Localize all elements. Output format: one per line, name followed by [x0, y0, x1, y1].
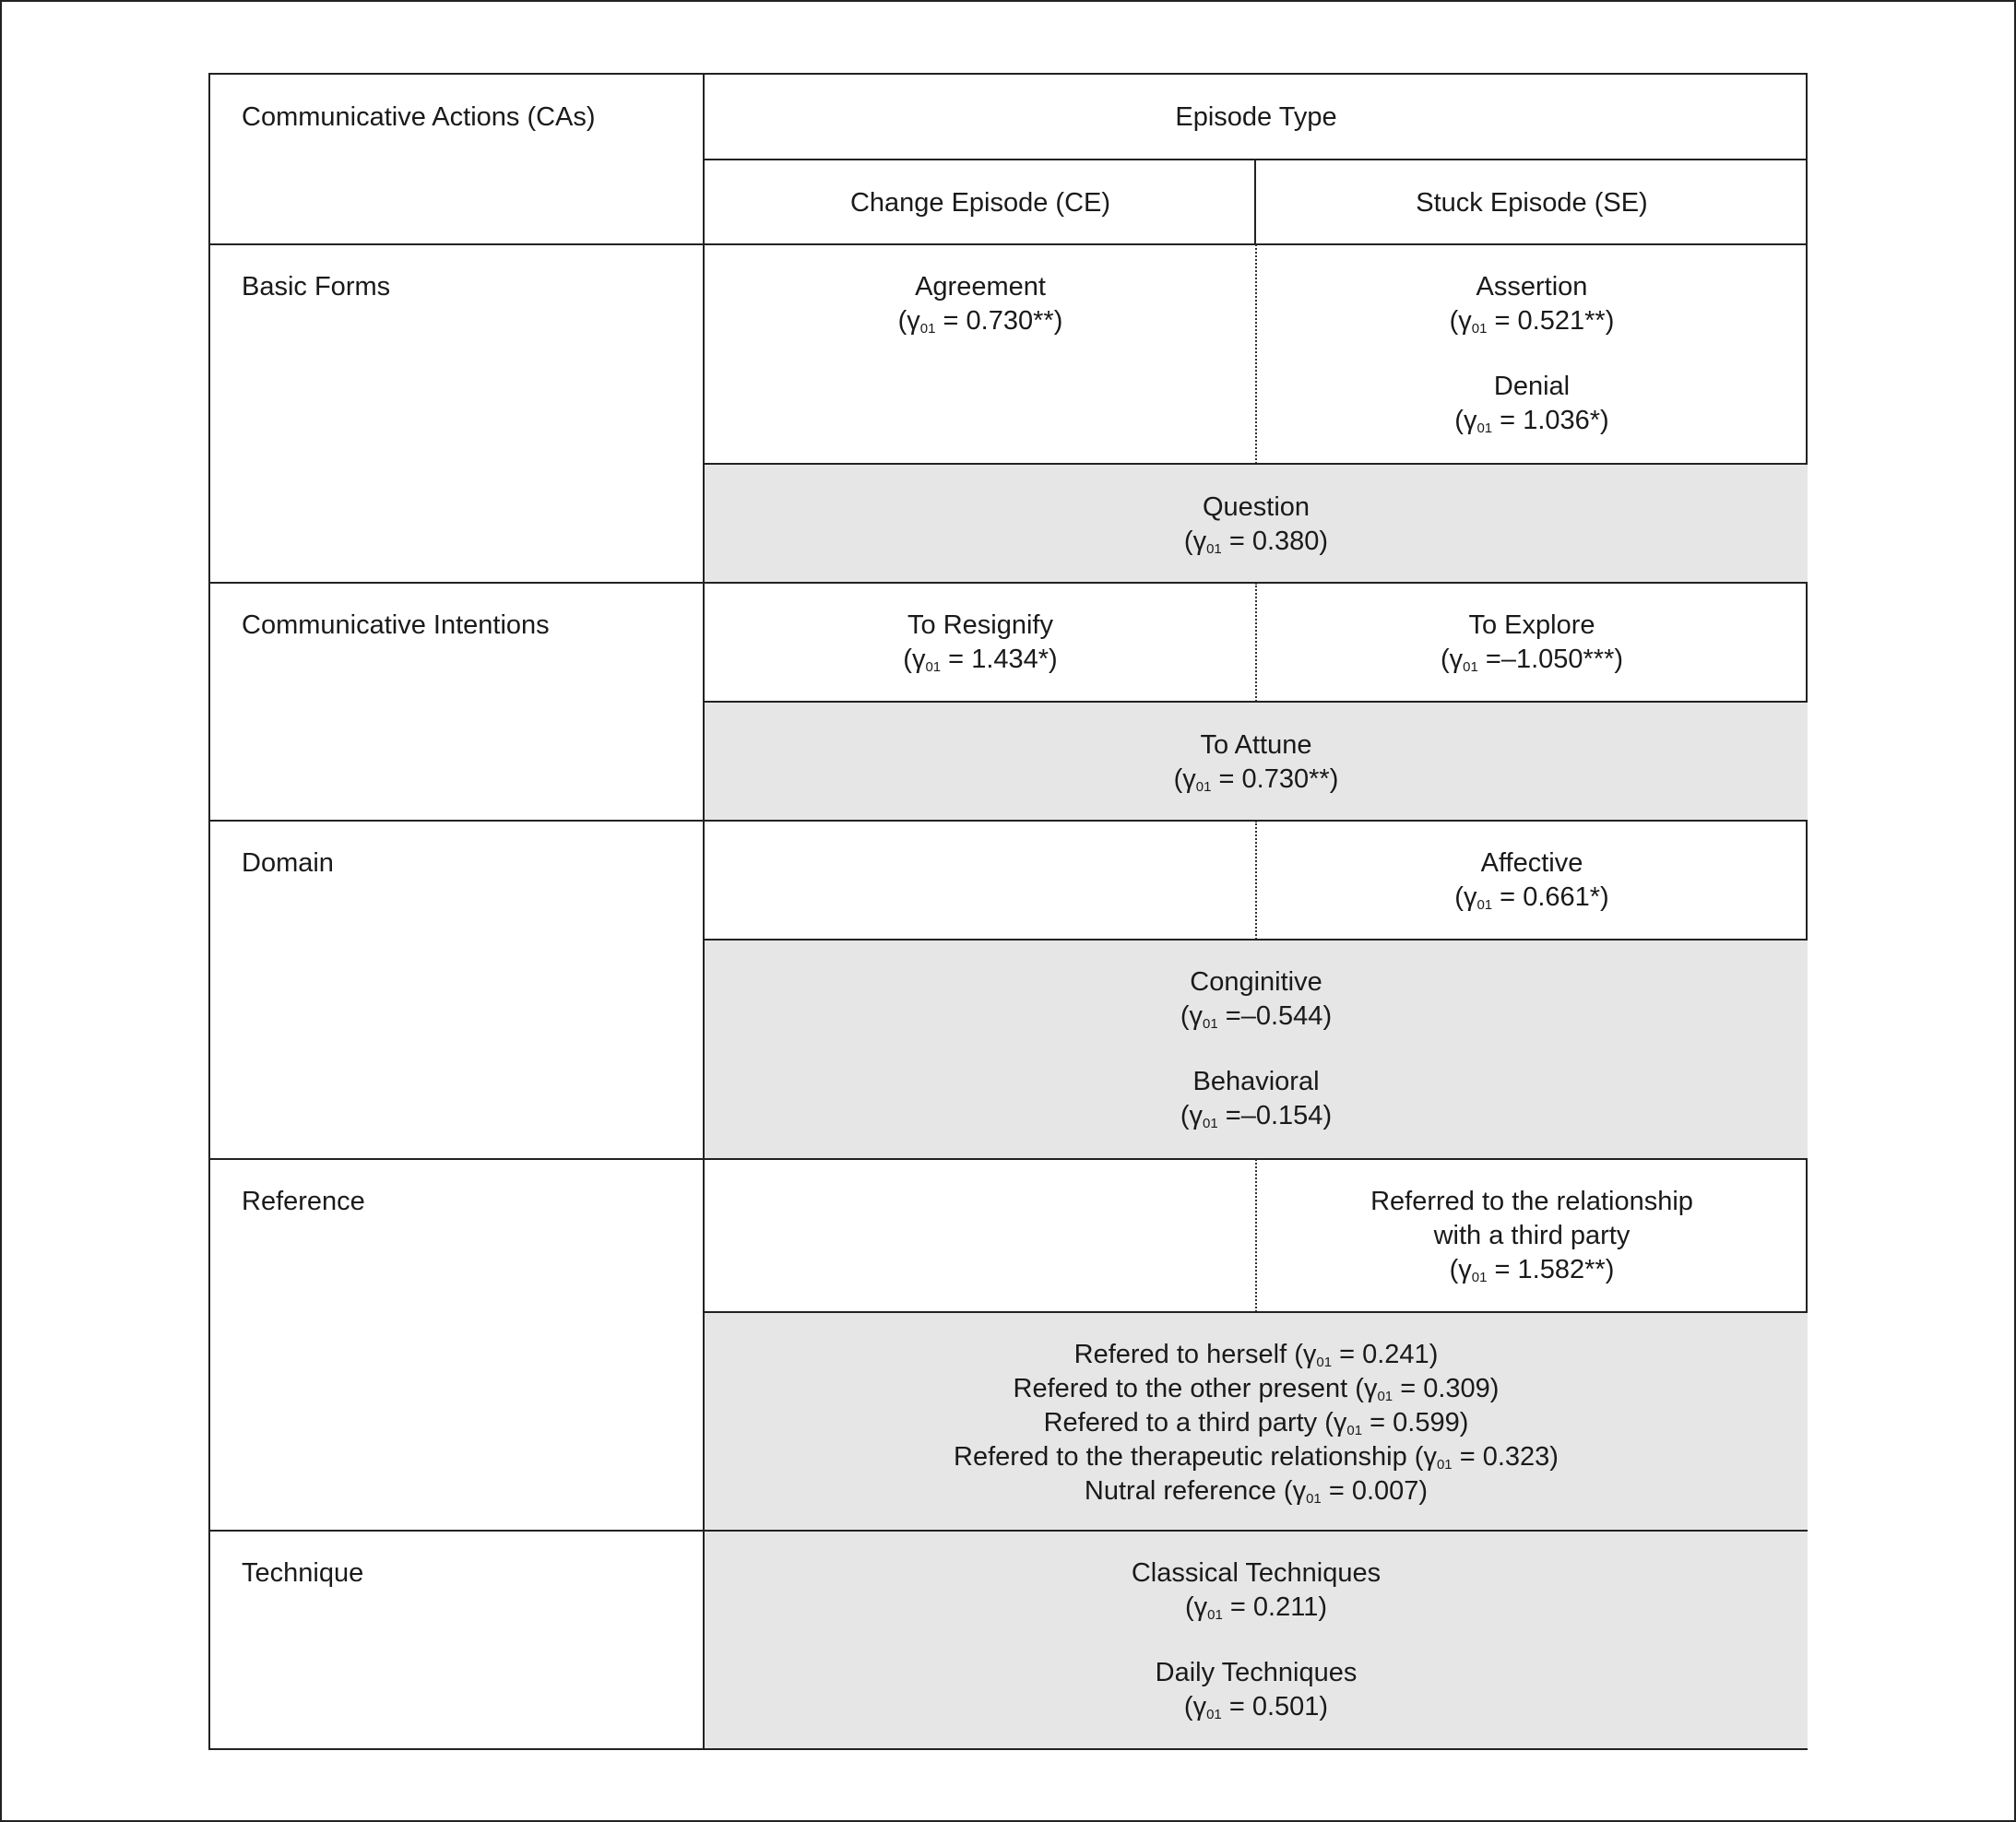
gamma-symbol: γ: [1458, 1255, 1472, 1284]
sub-row-divider: [705, 1311, 1808, 1313]
entry-name: To Attune: [1200, 730, 1312, 760]
entry-to-resignify: [705, 609, 1256, 677]
gamma-subscript: 01: [1207, 1607, 1223, 1623]
ce-cell-domain: [705, 821, 1256, 940]
ce-cell-intentions: [705, 583, 1256, 702]
sub-row-divider: [705, 463, 1808, 465]
header-ca-title-cell: [210, 75, 705, 244]
gamma-subscript: 01: [1476, 420, 1493, 436]
gamma-subscript: 01: [919, 321, 936, 337]
gamma-subscript: 01: [1471, 1270, 1488, 1285]
entry-to-attune: [705, 728, 1808, 797]
header-ca-title: Communicative Actions (CAs): [242, 102, 596, 132]
entry-conginitive: [705, 965, 1808, 1034]
ce-cell-reference: [705, 1159, 1256, 1312]
reference-item: Nutral reference $(\gamma_{01} = 0.007)$: [1084, 1476, 1429, 1507]
coef-value: 1.582**: [1517, 1255, 1606, 1284]
entry-name: Affective: [1480, 848, 1583, 878]
se-cell-reference: [1256, 1159, 1808, 1312]
coef-line: $(\gamma_{01} = 0.521**)$: [1449, 306, 1615, 337]
gamma-subscript: 01: [1436, 1457, 1453, 1473]
gamma-symbol: γ: [1333, 1408, 1347, 1437]
entry-name: Question: [1202, 492, 1310, 522]
coef-value: 0.241: [1362, 1340, 1429, 1369]
reference-item: Refered to the therapeutic relationship $(\gamma_{01} = 0.323)$: [954, 1442, 1559, 1473]
reference-item: Refered to herself $(\gamma_{01} = 0.241)$: [1073, 1340, 1439, 1370]
ce-cell-basic-forms: [705, 244, 1256, 464]
gamma-symbol: γ: [1363, 1374, 1378, 1403]
row-divider: [210, 1530, 1808, 1532]
row-divider: [210, 243, 1808, 245]
coef-line: $(\gamma_{01} = 1.434*)$: [903, 645, 1058, 675]
entry-third-party-relationship: [1256, 1185, 1808, 1287]
coef-line: $(\gamma_{01} = 0.730**)$: [1173, 764, 1339, 795]
header-change-episode-cell: [705, 160, 1256, 244]
gamma-subscript: 01: [1463, 659, 1478, 675]
shared-cell-reference: [705, 1312, 1808, 1531]
column-divider: [703, 75, 705, 1748]
header-stuck-episode: Stuck Episode (SE): [1416, 188, 1648, 218]
entry-affective: [1256, 846, 1808, 915]
coef-value: 1.036*: [1523, 406, 1601, 435]
se-cell-domain: [1256, 821, 1808, 940]
header-change-episode: Change Episode (CE): [849, 188, 1111, 218]
entry-name: Denial: [1493, 372, 1571, 401]
gamma-symbol: γ: [1189, 1001, 1204, 1031]
gamma-symbol: γ: [1192, 1692, 1207, 1721]
entry-name: Agreement: [915, 272, 1046, 302]
header-episode-type: Episode Type: [1175, 102, 1337, 132]
coef-value: 0.521**: [1517, 306, 1606, 336]
entry-name: Classical Techniques: [1131, 1558, 1382, 1588]
coef-line: $(\gamma_{01} = 0.730**)$: [897, 306, 1063, 337]
entry-to-explore: [1256, 609, 1808, 677]
se-cell-intentions: [1256, 583, 1808, 702]
gamma-symbol: γ: [1192, 526, 1207, 556]
gamma-subscript: 01: [1316, 1355, 1333, 1370]
entry-name: Daily Techniques: [1155, 1658, 1358, 1687]
gamma-symbol: γ: [1463, 882, 1477, 912]
coef-value: –1.050***: [1500, 645, 1615, 674]
coef-value: 0.007: [1351, 1476, 1419, 1506]
coef-value: 1.434*: [971, 645, 1050, 674]
entry-agreement: [705, 270, 1256, 338]
row-divider: [210, 582, 1808, 584]
row-label-intentions: [210, 583, 705, 821]
entry-name-line-1: Referred to the relationship: [1370, 1187, 1693, 1216]
entry-name: Refered to the other present: [1013, 1374, 1348, 1403]
entry-question: [705, 491, 1808, 559]
row-divider: [210, 820, 1808, 822]
header-divider: [705, 159, 1808, 160]
gamma-subscript: 01: [1306, 1491, 1322, 1507]
header-column-divider: [1254, 160, 1256, 244]
gamma-symbol: γ: [907, 306, 920, 336]
shared-cell-basic-forms: [705, 464, 1808, 583]
coef-line: $(\gamma_{01} = 0.211)$: [1184, 1592, 1327, 1623]
shared-cell-intentions: [705, 702, 1808, 821]
gamma-symbol: γ: [1292, 1476, 1307, 1506]
entry-name-line-2: with a third party: [1433, 1221, 1631, 1250]
entry-name: Refered to the therapeutic relationship: [954, 1442, 1407, 1472]
row-label-text: Domain: [242, 848, 334, 878]
row-label-text: Basic Forms: [242, 272, 391, 302]
coef-value: 0.380: [1251, 526, 1320, 556]
gamma-symbol: γ: [1189, 1101, 1204, 1130]
entry-name: Conginitive: [1190, 967, 1322, 997]
coef-value: 0.730**: [1241, 764, 1330, 794]
entry-assertion: [1256, 270, 1808, 338]
dotted-divider: [1255, 583, 1257, 702]
dotted-divider: [1255, 821, 1257, 940]
shared-cell-domain: [705, 940, 1808, 1159]
results-table: [208, 73, 1808, 1750]
header-stuck-episode-cell: [1256, 160, 1808, 244]
gamma-subscript: 01: [1346, 1423, 1363, 1438]
coef-value: 0.599: [1393, 1408, 1460, 1437]
gamma-symbol: γ: [1182, 764, 1196, 794]
row-label-reference: [210, 1159, 705, 1531]
coef-value: –0.544: [1240, 1001, 1323, 1031]
coef-line: $(\gamma_{01} = 1.036*)$: [1454, 406, 1609, 436]
gamma-symbol: γ: [1423, 1442, 1437, 1472]
gamma-subscript: 01: [1206, 541, 1222, 557]
entry-name: Refered to herself: [1073, 1340, 1287, 1369]
gamma-subscript: 01: [1377, 1389, 1393, 1404]
reference-item: Refered to a third party $(\gamma_{01} = 0.599)$: [1043, 1408, 1469, 1438]
coef-line: $(\gamma_{01} =-0.544)$: [1180, 1001, 1333, 1032]
coef-line: $(\gamma_{01} = 0.501)$: [1183, 1692, 1329, 1722]
coef-value: 0.211: [1252, 1592, 1319, 1622]
entry-denial: [1256, 370, 1808, 438]
coef-value: 0.323: [1482, 1442, 1550, 1472]
coef-line: $(\gamma_{01} =-0.154)$: [1180, 1101, 1333, 1131]
row-divider: [210, 1158, 1808, 1160]
entry-behavioral: [705, 1065, 1808, 1133]
header-episode-type-cell: [705, 75, 1808, 160]
row-label-domain: [210, 821, 705, 1159]
gamma-subscript: 01: [1206, 1707, 1222, 1722]
coef-value: –0.154: [1240, 1101, 1323, 1130]
gamma-subscript: 01: [925, 659, 942, 675]
gamma-subscript: 01: [1476, 897, 1493, 913]
dotted-divider: [1255, 1159, 1257, 1312]
reference-item: Refered to the other present $(\gamma_{01} = 0.309)$: [1013, 1374, 1500, 1404]
dotted-divider: [1255, 244, 1257, 464]
gamma-symbol: γ: [1463, 406, 1477, 435]
gamma-symbol: γ: [1302, 1340, 1317, 1369]
gamma-subscript: 01: [1195, 779, 1212, 795]
coef-value: 0.661*: [1523, 882, 1601, 912]
sub-row-divider: [705, 701, 1808, 703]
entry-name: Assertion: [1476, 272, 1588, 302]
coef-line: $(\gamma_{01} =-1.050***)$: [1440, 645, 1624, 675]
row-label-text: Communicative Intentions: [242, 610, 550, 640]
sub-row-divider: [705, 939, 1808, 941]
coef-line: $(\gamma_{01} = 1.582**)$: [1449, 1255, 1615, 1285]
gamma-symbol: γ: [1458, 306, 1472, 336]
gamma-symbol: γ: [1193, 1592, 1208, 1622]
gamma-subscript: 01: [1203, 1116, 1218, 1131]
row-label-text: Technique: [242, 1558, 364, 1588]
se-cell-basic-forms: [1256, 244, 1808, 464]
entry-name: Behavioral: [1192, 1067, 1320, 1096]
entry-name: Nutral reference: [1084, 1476, 1276, 1506]
coef-line: $(\gamma_{01} = 0.661*)$: [1454, 882, 1609, 913]
gamma-subscript: 01: [1203, 1016, 1218, 1032]
gamma-subscript: 01: [1471, 321, 1488, 337]
gamma-symbol: γ: [1449, 645, 1464, 674]
coef-value: 0.309: [1423, 1374, 1490, 1403]
coef-line: $(\gamma_{01} = 0.380)$: [1183, 526, 1329, 557]
entry-classical-techniques: [705, 1556, 1808, 1625]
gamma-symbol: γ: [911, 645, 926, 674]
row-label-basic-forms: [210, 244, 705, 583]
row-label-technique: [210, 1531, 705, 1748]
coef-value: 0.730**: [966, 306, 1054, 336]
entry-daily-techniques: [705, 1656, 1808, 1724]
entry-name: To Resignify: [907, 610, 1053, 640]
row-label-text: Reference: [242, 1187, 365, 1216]
entry-name: To Explore: [1468, 610, 1595, 640]
coef-value: 0.501: [1251, 1692, 1320, 1721]
shared-cell-technique: [705, 1531, 1808, 1748]
entry-name: Refered to a third party: [1043, 1408, 1318, 1437]
